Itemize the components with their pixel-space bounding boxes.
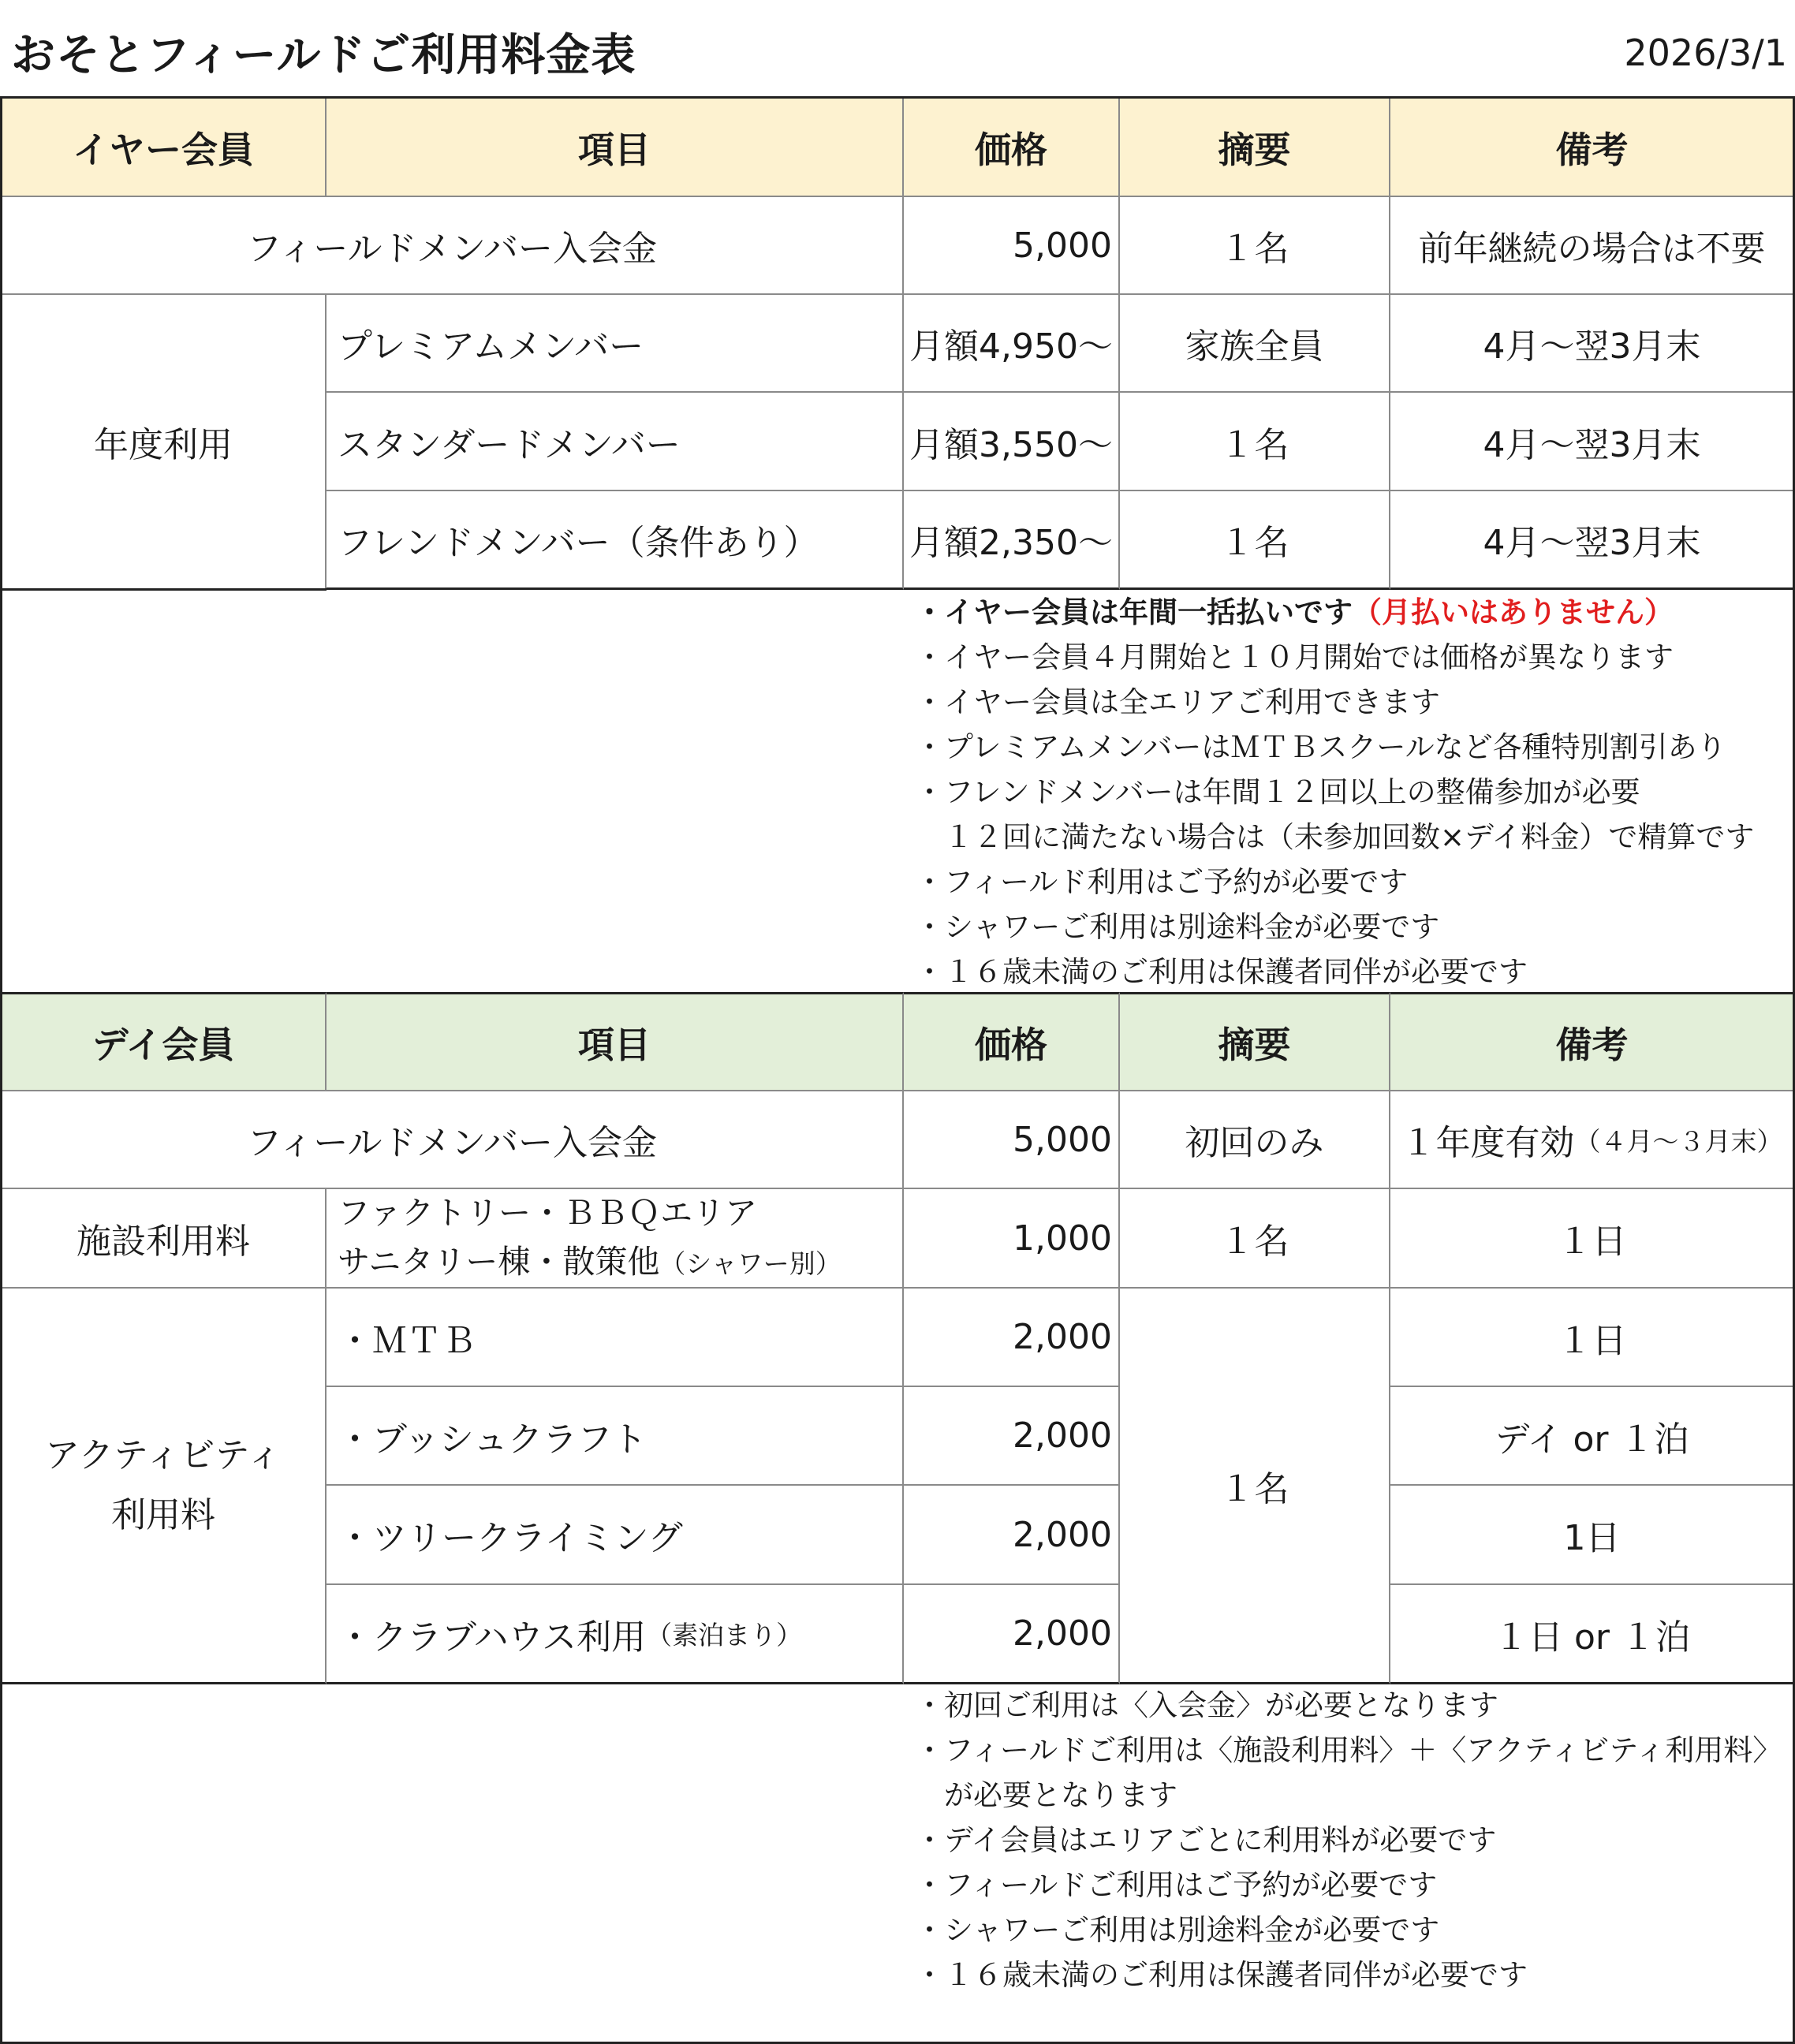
activity-item: ・ＭＴＢ [327, 1289, 904, 1387]
year-row-summary: １名 [1120, 491, 1390, 590]
year-header-remark: 備考 [1390, 96, 1795, 197]
day-entry-price: 5,000 [904, 1091, 1120, 1189]
year-row-remark: 4月～翌3月末 [1390, 491, 1795, 590]
year-note: ・プレミアムメンバーはＭＴＢスクールなど各種特別割引あり [915, 730, 1726, 764]
year-note: ・フィールド利用はご予約が必要です [915, 865, 1409, 899]
day-note: ・フィールドご利用は〈施設利用料〉＋〈アクティビティ利用料〉 [915, 1733, 1782, 1767]
activity-summary: １名 [1120, 1289, 1390, 1684]
year-row-item: スタンダードメンバー [327, 393, 904, 491]
day-note: ・初回ご利用は〈入会金〉が必要となります [915, 1688, 1498, 1722]
year-entry-remark: 前年継続の場合は不要 [1390, 197, 1795, 295]
facility-label: 施設利用料 [0, 1189, 327, 1289]
activity-remark: デイ or １泊 [1390, 1387, 1795, 1486]
facility-item: ファクトリー・ＢＢＱエリア サニタリー棟・散策他（シャワー別） [327, 1189, 904, 1289]
year-header-item: 項目 [327, 96, 904, 197]
year-row-item: フレンドメンバー（条件あり） [327, 491, 904, 590]
year-row-remark: 4月～翌3月末 [1390, 393, 1795, 491]
year-note: ・イヤー会員４月開始と１０月開始では価格が異なります [915, 640, 1674, 674]
activity-item: ・ブッシュクラフト [327, 1387, 904, 1486]
day-note: ・フィールドご利用はご予約が必要です [915, 1868, 1438, 1902]
year-header-price: 価格 [904, 96, 1120, 197]
day-notes [915, 1683, 1782, 1997]
day-header-price: 価格 [904, 992, 1120, 1091]
day-note: ・１６歳未満のご利用は保護者同伴が必要です [915, 1958, 1528, 1992]
facility-remark: １日 [1390, 1189, 1795, 1289]
day-note: ・シャワーご利用は別途料金が必要です [915, 1913, 1440, 1947]
year-note: ・イヤー会員は全エリアご利用できます [915, 685, 1440, 719]
activity-price: 2,000 [904, 1486, 1120, 1585]
price-table [0, 96, 1795, 2044]
year-entry-summary: １名 [1120, 197, 1390, 295]
year-note: １２回に満たない場合は（未参加回数×デイ料金）で精算です [915, 820, 1755, 854]
activity-price: 2,000 [904, 1387, 1120, 1486]
year-entry-item: フィールドメンバー入会金 [0, 197, 904, 295]
year-row-price: 月額2,350～ [904, 491, 1120, 590]
year-note: ・１６歳未満のご利用は保護者同伴が必要です [915, 955, 1528, 989]
year-note: ・シャワーご利用は別途料金が必要です [915, 910, 1440, 944]
day-entry-item: フィールドメンバー入会金 [0, 1091, 904, 1189]
day-entry-summary: 初回のみ [1120, 1091, 1390, 1189]
day-note: ・デイ会員はエリアごとに利用料が必要です [915, 1823, 1497, 1857]
activity-item: ・クラブハウス利用 （素泊まり） [327, 1585, 904, 1684]
day-header-member: デイ会員 [0, 992, 327, 1091]
activity-item: ・ツリークライミング [327, 1486, 904, 1585]
year-row-summary: 家族全員 [1120, 295, 1390, 393]
year-row-price: 月額4,950～ [904, 295, 1120, 393]
day-header-remark: 備考 [1390, 992, 1795, 1091]
activity-remark: １日 [1390, 1289, 1795, 1387]
year-notes [915, 590, 1754, 994]
year-header-member: イヤー会員 [0, 96, 327, 197]
activity-label: アクティビティ 利用料 [0, 1289, 327, 1684]
activity-remark: 1日 [1390, 1486, 1795, 1585]
year-row-price: 月額3,550～ [904, 393, 1120, 491]
day-header-summary: 摘要 [1120, 992, 1390, 1091]
year-note: ・フレンドメンバーは年間１２回以上の整備参加が必要 [915, 775, 1640, 809]
year-header-summary: 摘要 [1120, 96, 1390, 197]
year-group-label: 年度利用 [0, 295, 327, 590]
activity-remark: １日 or １泊 [1390, 1585, 1795, 1684]
facility-price: 1,000 [904, 1189, 1120, 1289]
facility-summary: １名 [1120, 1189, 1390, 1289]
activity-price: 2,000 [904, 1289, 1120, 1387]
year-note-first: ・イヤー会員は年間一括払いです（月払いはありません） [915, 595, 1674, 629]
year-row-item: プレミアムメンバー [327, 295, 904, 393]
day-header-item: 項目 [327, 992, 904, 1091]
date-label: 2026/3/1 [1624, 32, 1787, 74]
page-title: おそとフィールドご利用料金表 [11, 30, 636, 81]
activity-price: 2,000 [904, 1585, 1120, 1684]
year-row-summary: １名 [1120, 393, 1390, 491]
year-entry-price: 5,000 [904, 197, 1120, 295]
day-note: が必要となります [915, 1778, 1177, 1812]
day-entry-remark: １年度有効 （４月～３月末） [1390, 1091, 1795, 1189]
year-row-remark: 4月～翌3月末 [1390, 295, 1795, 393]
